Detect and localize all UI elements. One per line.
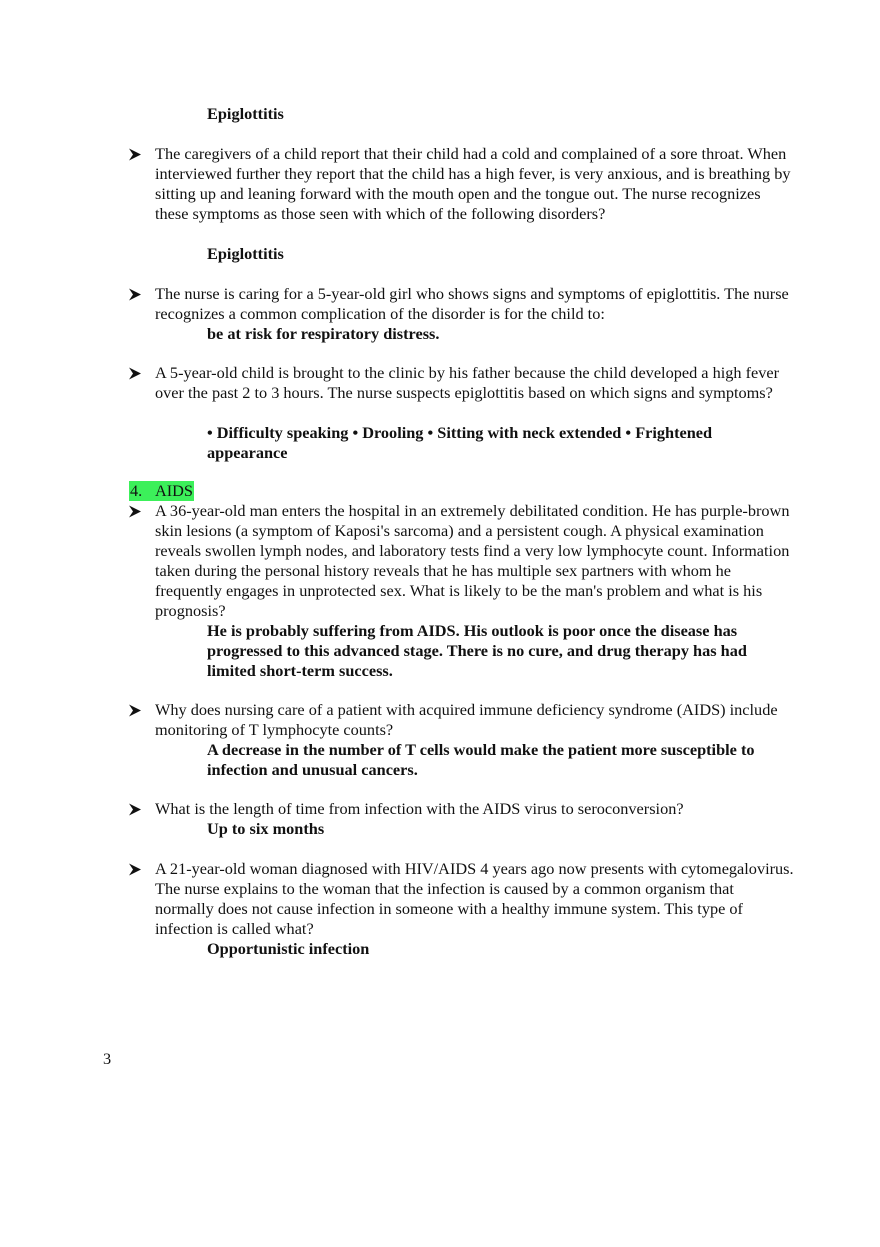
arrow-bullet-icon xyxy=(128,859,144,879)
question-text: The caregivers of a child report that their child had a cold and complained of a sore throat. When interviewed further they report that the child has a high fever, is very anxious, and is breathing by sitting up and leaning forward with the mouth open and the tongue out. The nurse recognizes these symptoms as those seen with which of the following disorders? xyxy=(155,144,791,223)
arrow-bullet-icon xyxy=(128,144,144,164)
arrow-bullet-icon xyxy=(128,284,144,304)
question-text: A 21-year-old woman diagnosed with HIV/AIDS 4 years ago now presents with cytomegalovirus. The nurse explains to the woman that the infection is caused by a common organism that normally does not cause infection in someone with a healthy immune system. This type of infection is called what? xyxy=(155,859,794,938)
section-heading xyxy=(129,481,194,501)
answer-text: be at risk for respiratory distress. xyxy=(207,324,440,343)
answer-continued: Epiglottitis xyxy=(207,104,284,123)
answer-text: A decrease in the number of T cells would make the patient more susceptible to infection and unusual cancers. xyxy=(207,740,755,779)
question-text: The nurse is caring for a 5-year-old girl who shows signs and symptoms of epiglottitis. The nurse recognizes a common complication of the disorder is for the child to: xyxy=(155,284,789,323)
arrow-bullet-icon xyxy=(128,700,144,720)
answer-text: Opportunistic infection xyxy=(207,939,370,958)
arrow-bullet-icon xyxy=(128,501,144,521)
arrow-bullet-icon xyxy=(128,363,144,383)
question-text: A 5-year-old child is brought to the clinic by his father because the child developed a high fever over the past 2 to 3 hours. The nurse suspects epiglottitis based on which signs and symptoms? xyxy=(155,363,780,402)
answer-text: He is probably suffering from AIDS. His outlook is poor once the disease has progressed to this advanced stage. There is no cure, and drug therapy has had limited short-term success. xyxy=(207,621,747,680)
answer-text: Epiglottitis xyxy=(207,244,284,263)
answer-text: Up to six months xyxy=(207,819,325,838)
section-number: 4. xyxy=(130,481,143,500)
answer-text: • Difficulty speaking • Drooling • Sitting with neck extended • Frightened appearance xyxy=(207,423,713,462)
question-text: What is the length of time from infection with the AIDS virus to seroconversion? xyxy=(155,799,684,818)
question-text: Why does nursing care of a patient with acquired immune deficiency syndrome (AIDS) include monitoring of T lymphocyte counts? xyxy=(155,700,778,739)
section-title: AIDS xyxy=(155,481,193,500)
arrow-bullet-icon xyxy=(128,799,144,819)
page-number: 3 xyxy=(103,1049,112,1068)
question-text: A 36-year-old man enters the hospital in an extremely debilitated condition. He has purple-brown skin lesions (a symptom of Kaposi's sarcoma) and a persistent cough. A physical examination reveals swollen lymph nodes, and laboratory tests find a very low lymphocyte count. Information taken during the personal history reveals that he has multiple sex partners with whom he frequently engages in unprotected sex. What is likely to be the man's problem and what is his prognosis? xyxy=(155,501,790,620)
